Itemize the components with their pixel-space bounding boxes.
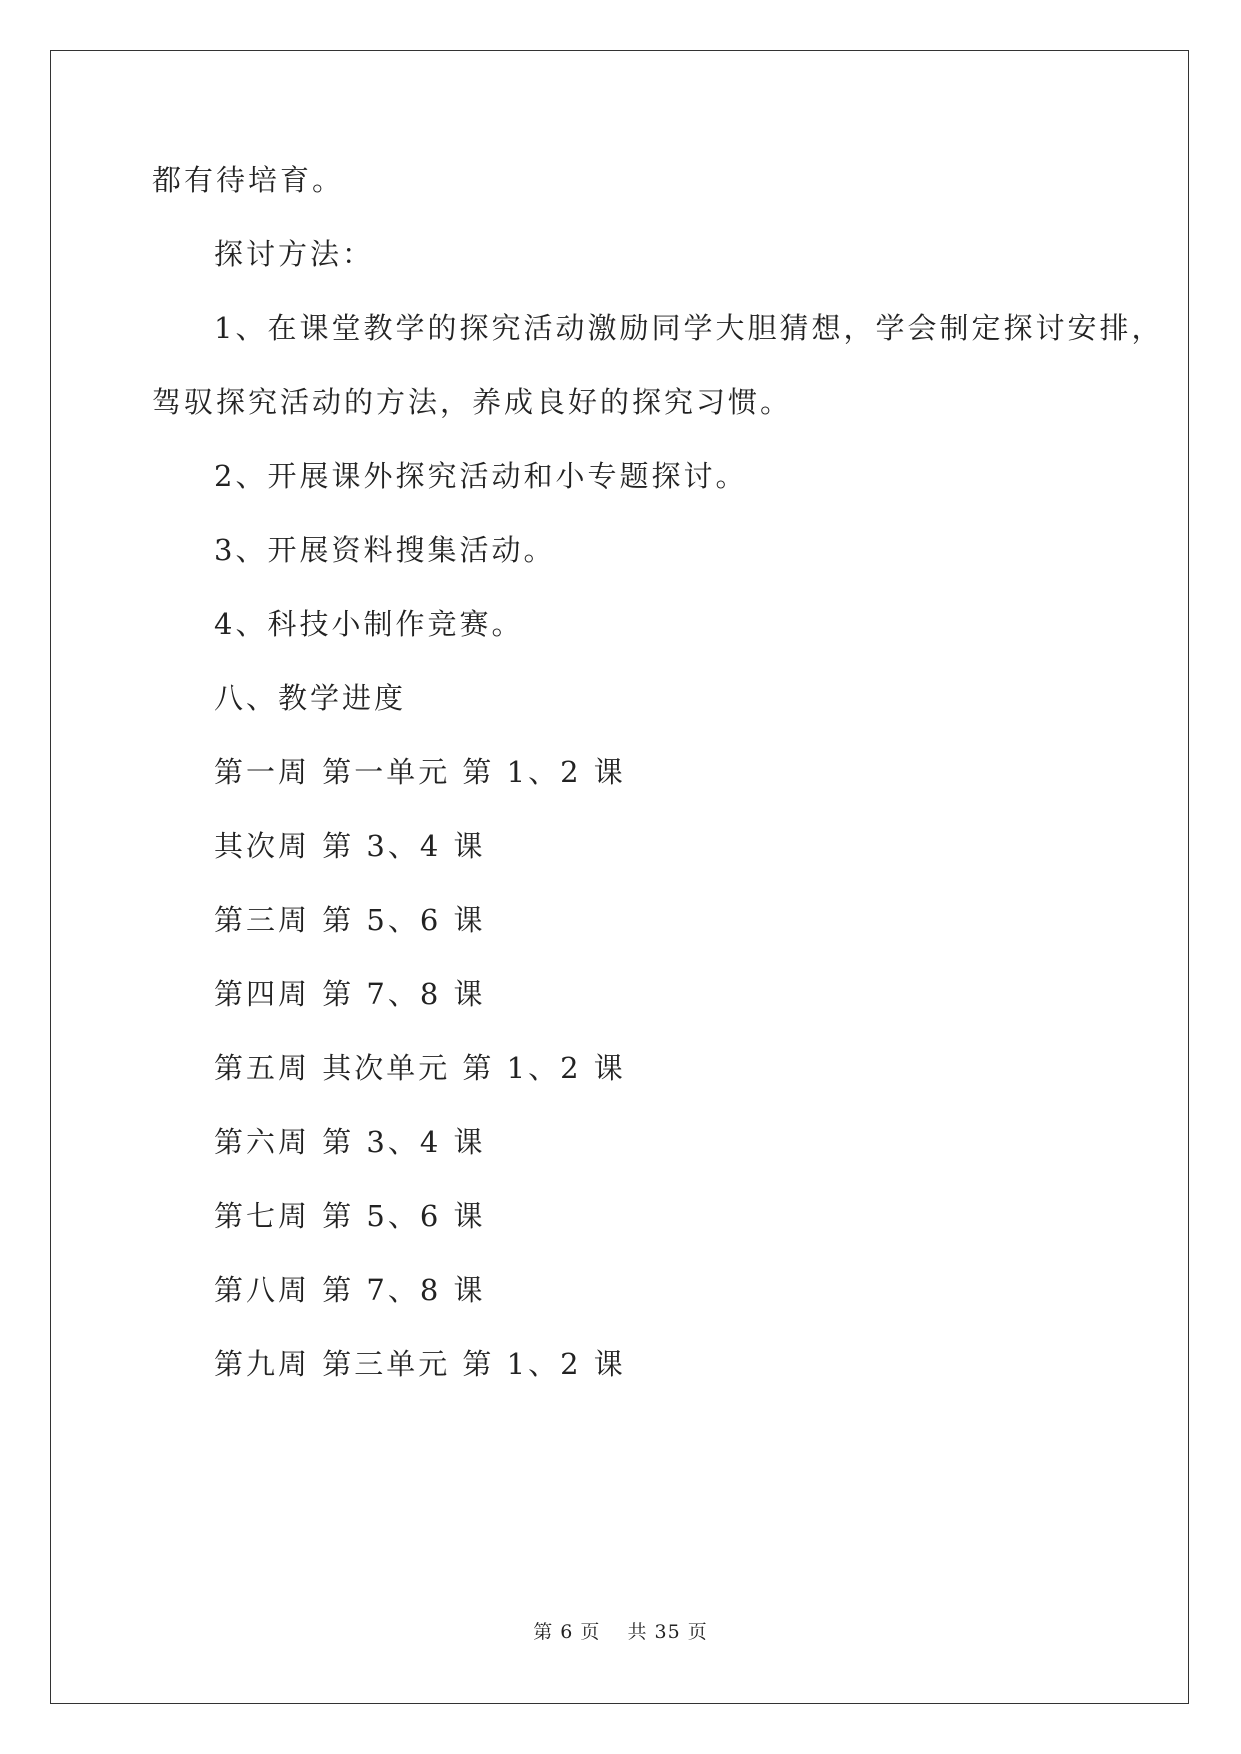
schedule-week-7: 第七周 第 5、6 课 — [214, 1199, 486, 1233]
schedule-week-3: 第三周 第 5、6 课 — [214, 903, 486, 937]
paragraph-method-1: 1、在课堂教学的探究活动激励同学大胆猜想，学会制定探讨安排， — [214, 311, 1164, 345]
paragraph-methods-heading: 探讨方法： — [214, 237, 375, 271]
schedule-week-5: 第五周 其次单元 第 1、2 课 — [214, 1051, 626, 1085]
paragraph-method-3: 3、开展资料搜集活动。 — [214, 533, 556, 567]
schedule-week-6: 第六周 第 3、4 课 — [214, 1125, 486, 1159]
schedule-week-2: 其次周 第 3、4 课 — [214, 829, 486, 863]
section-heading-schedule: 八、教学进度 — [214, 681, 407, 715]
page-border — [50, 50, 1189, 1704]
schedule-week-4: 第四周 第 7、8 课 — [214, 977, 486, 1011]
paragraph-method-4: 4、科技小制作竞赛。 — [214, 607, 524, 641]
schedule-week-1: 第一周 第一单元 第 1、2 课 — [214, 755, 626, 789]
schedule-week-8: 第八周 第 7、8 课 — [214, 1273, 486, 1307]
paragraph-method-2: 2、开展课外探究活动和小专题探讨。 — [214, 459, 748, 493]
paragraph-method-1-cont: 驾驭探究活动的方法，养成良好的探究习惯。 — [152, 385, 793, 419]
paragraph-continuation: 都有待培育。 — [152, 163, 345, 197]
schedule-week-9: 第九周 第三单元 第 1、2 课 — [214, 1347, 626, 1381]
page-number-footer: 第 6 页 共 35 页 — [533, 1621, 708, 1643]
